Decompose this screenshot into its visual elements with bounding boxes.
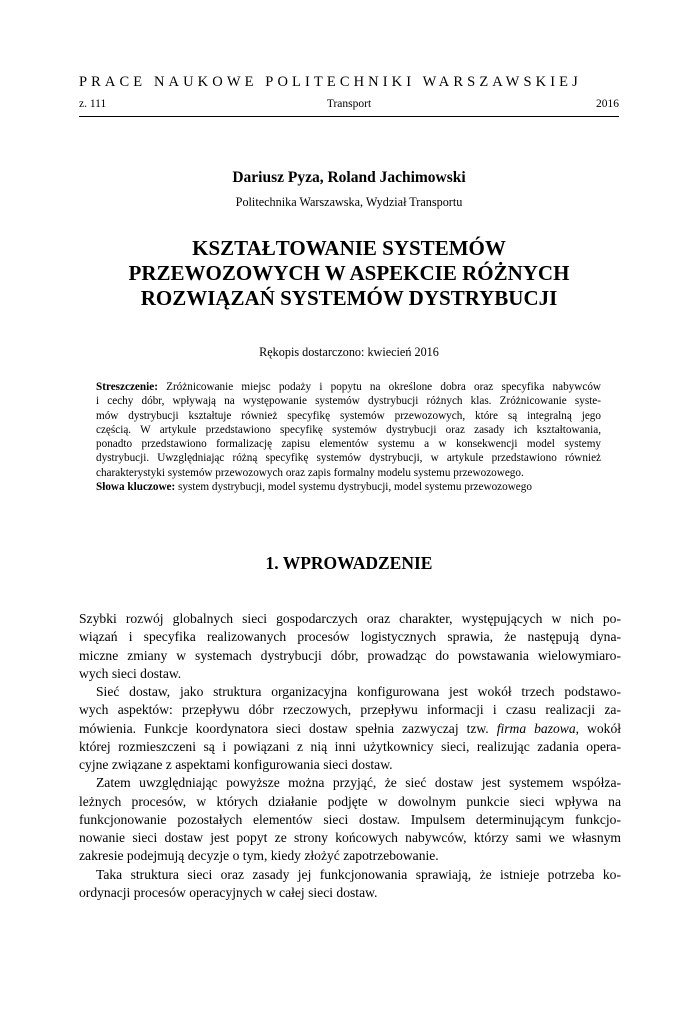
- abstract-line: mów dystrybucji kształtuje również specyfikę systemów przewozowych, które są integralną jego: [96, 409, 601, 422]
- received-date: Rękopis dostarczono: kwiecień 2016: [259, 345, 439, 359]
- abstract-line: ponadto przedstawiono formalizację zapisu elementów systemu a w konsekwencji model systemy: [96, 438, 601, 451]
- journal-name: PRACE NAUKOWE POLITECHNIKI WARSZAWSKIEJ: [79, 74, 582, 90]
- title-line: KSZTAŁTOWANIE SYSTEMÓW: [192, 236, 506, 260]
- section-heading: 1. WPROWADZENIE: [265, 553, 433, 573]
- authors: Dariusz Pyza, Roland Jachimowski: [232, 169, 466, 186]
- title-line: ROZWIĄZAŃ SYSTEMÓW DYSTRYBUCJI: [140, 286, 558, 310]
- abstract-line: charakterystyki systemów przewozowych oraz zapis formalny modelu systemu przewozowego.: [96, 466, 524, 479]
- keywords-line: [96, 480, 601, 494]
- paragraph-line: zakresie podejmują decyzje o tym, kiedy złożyć zapotrzebowanie.: [79, 848, 439, 864]
- header-rule: [79, 116, 619, 117]
- affiliation: Politechnika Warszawska, Wydział Transportu: [235, 195, 463, 209]
- abstract-line: dystrybucji. Uwzględniając różną specyfikę systemów dystrybucji, w artykule przedstawiono również: [96, 452, 601, 465]
- publication-year: 2016: [596, 98, 619, 110]
- paragraph-line: miczne zmiany w systemach dystrybucji dóbr, prowadząc do powstawania wielowymiaro-: [79, 647, 621, 663]
- emphasis-term: firma bazowa: [496, 720, 576, 736]
- journal-meta-line: [79, 98, 619, 110]
- paragraph-line: funkcjonowanie pozostałych elementów sieci dostaw. Impulsem determinującym funkcjo-: [79, 811, 621, 827]
- abstract-line: i cechy dóbr, wpływają na występowanie systemów dystrybucji różnych klas. Zróżnicowanie syste-: [96, 395, 601, 408]
- keywords: system dystrybucji, model systemu dystrybucji, model systemu przewozowego: [178, 481, 532, 494]
- abstract-line: Streszczenie: Zróżnicowanie miejsc podaży i popytu na określone dobra oraz specyfika nabywców: [96, 381, 601, 393]
- paragraph-line: Zatem uwzględniając powyższe można przyjąć, że sieć dostaw jest systemem współza-: [96, 775, 621, 791]
- paragraph-line: wych sieci dostaw.: [79, 665, 182, 681]
- paragraph-line: cyjne związane z aspektami konfigurowania sieci dostaw.: [79, 757, 393, 772]
- paragraph-line: Szybki rozwój globalnych sieci gospodarczych oraz charakter, występujących w nich po-: [79, 611, 621, 626]
- volume-number: z. 111: [79, 98, 107, 110]
- paragraph-line: wiązań i specyfika realizowanych procesów logistycznych sprawia, że następują dyna-: [79, 629, 621, 645]
- abstract: [96, 380, 601, 494]
- abstract-line: częścią. W artykule przedstawiono specyfikę systemów dystrybucji oraz zasady ich kształtowania,: [96, 423, 601, 436]
- abstract-label: Streszczenie:: [96, 381, 158, 393]
- paragraph-line: Taka struktura sieci oraz zasady jej funkcjonowania sprawiają, że istnieje potrzeba ko-: [96, 866, 621, 882]
- series-name: Transport: [326, 98, 372, 110]
- paragraph-line: Sieć dostaw, jako struktura organizacyjna konfigurowana jest wokół trzech podstawo-: [96, 684, 621, 699]
- body-text: [79, 610, 621, 902]
- paragraph-line: wych aspektów: przepływu dóbr rzeczowych, przepływu informacji i czasu realizacji za-: [79, 702, 621, 718]
- paragraph-line: nowanie sieci dostaw jest popyt ze strony końcowych nabywców, którzy sami we własnym: [79, 830, 621, 845]
- article-title: [0, 236, 698, 311]
- paragraph-line: leżnych procesów, w których działanie podjęte w dowolnym punkcie sieci wpływa na: [79, 793, 621, 809]
- paragraph-line: mówienia. Funkcje koordynatora sieci dostaw spełnia zazwyczaj tzw. firma bazowa, wokół: [79, 720, 622, 736]
- paragraph-line: ordynacji procesów operacyjnych w całej sieci dostaw.: [79, 884, 378, 900]
- keywords-label: Słowa kluczowe:: [96, 481, 176, 494]
- paragraph-line: której rozmieszczeni są i powiązani z nią inni użytkownicy sieci, realizując zadania opera-: [79, 738, 621, 754]
- title-line: PRZEWOZOWYCH W ASPEKCIE RÓŻNYCH: [128, 261, 570, 285]
